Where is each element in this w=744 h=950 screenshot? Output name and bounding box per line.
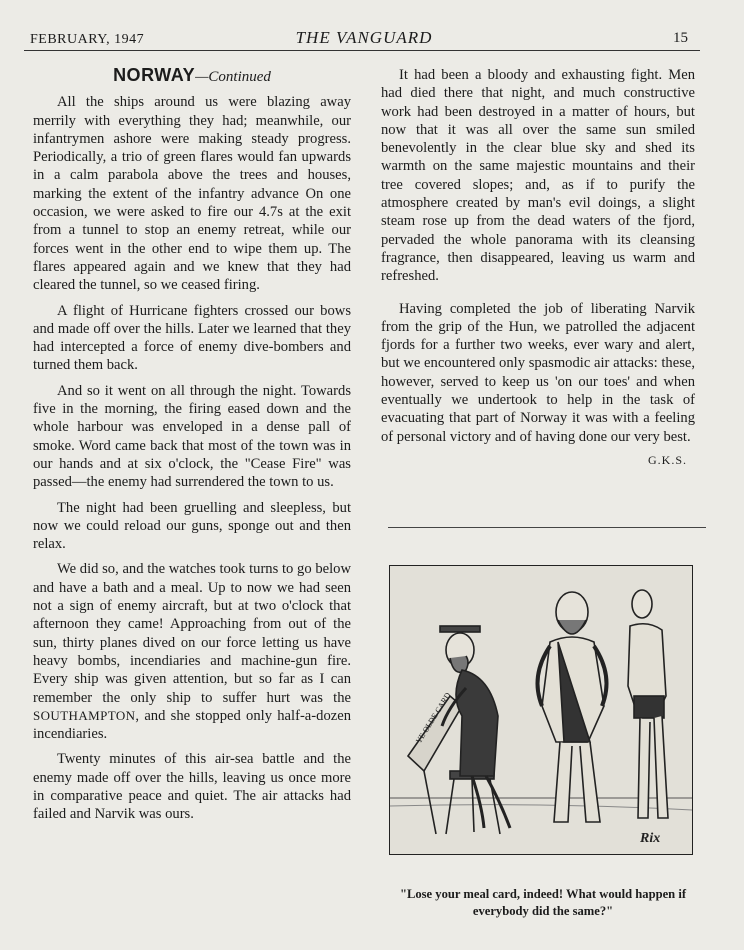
article-title (33, 66, 351, 86)
desk-leg (424, 771, 436, 834)
issue-date: FEBRUARY, 1947 (30, 32, 145, 47)
standing-figure-center (538, 592, 607, 822)
figure-beard (558, 620, 586, 634)
paragraph-text: We did so, and the watches took turns to go below and have a bath and a meal. Up to now we had seen not a sign of enemy aircraft, but at two o'clock that afternoon they came! Approaching from out of the sun, thirty planes dived on our force letting us have heavy bombs, incendiaries and machine-gun fire. Every ship was given attention, but so far as I can remember the only ship to suffer hurt was the (33, 561, 351, 706)
publication-title: THE VANGUARD (295, 28, 433, 47)
figure-head (632, 590, 652, 618)
figure-leg (638, 718, 650, 818)
header-rule (24, 50, 700, 51)
paragraph (33, 560, 351, 743)
figure-leg (554, 742, 572, 822)
cartoon-caption: "Lose your meal card, indeed! What would happen if everybody did the same?" (399, 887, 687, 918)
paragraph: Having completed the job of liberating Narvik from the grip of the Hun, we patrolled the adjacent fjords for a further two weeks, ever wary and alert, but we encountered only spasmodic air attacks: these, however, served to keep us 'on our toes' and when eventually we undertook to help in the task of evacuating that part of Norway it was with a feeling of personal victory and of having done our very best. (381, 300, 695, 445)
clerk-beard (450, 656, 468, 672)
article-title-main: NORWAY (113, 65, 196, 85)
stool-leg (472, 779, 474, 832)
article-title-suffix: —Continued (195, 69, 271, 85)
figure-leg (654, 716, 668, 818)
stool-leg (446, 779, 454, 834)
page-number: 15 (673, 30, 688, 46)
paragraph: The night had been gruelling and sleepless, but now we could reload our guns, sponge out and then relax. (33, 499, 351, 553)
author-signature: G.K.S. (647, 452, 687, 467)
page-header (24, 26, 704, 52)
column-divider (388, 527, 706, 528)
standing-figure-right (628, 590, 668, 818)
headband (440, 626, 480, 632)
cartoon-drawing (390, 566, 692, 854)
paragraph: All the ships around us were blazing away merrily with everything they had; meanwhile, our infantrymen ashore were making steady progress. Periodically, a trio of green flares would fan upwards in a calm parabola above the trees and houses, marking the extent of the infantry advance On one occasion, we were asked to fire our 4.7s at the exit from a tunnel to stop an enemy retreat, while our forces went in the other end to wipe them up. The flares appeared again and we knew that they had cleared the tunnel, so we ceased firing. (33, 94, 351, 294)
ship-name: SOUTHAMPTON (33, 707, 136, 723)
figure-shorts (634, 696, 664, 718)
left-column (33, 66, 351, 831)
right-column (381, 66, 695, 469)
figure-leg (580, 742, 600, 822)
paragraph-text: , and she stopped only half-a-dozen incendiaries. (33, 707, 351, 743)
clerk-robe (456, 670, 498, 776)
paragraph: It had been a bloody and exhausting fight. Men had died there that night, and much constructive work had been destroyed in a matter of hours, but now that it was all over the same sun smiled benevolently in the clear blue sky and shed its warmth on the same majestic mountains and their tree covered slopes; and, as if to purify the atmosphere created by man's evil doings, a slight steam rose up from the dead waters of the fjord, pervaded the whole panorama with its cleansing fragrance, then disappeared, leaving us warm and refreshed. (381, 67, 695, 285)
paragraph: And so it went on all through the night. Towards five in the morning, the firing eased down and the whole harbour was enveloped in a dense pall of smoke. Word came back that most of the town was in our hands and at six o'clock, the "Cease Fire" was passed—the enemy had surrendered the town to us. (33, 382, 351, 491)
paragraph: A flight of Hurricane fighters crossed our bows and made off over the hills. Later we learned that they had intercepted a force of enemy dive-bombers and turned them back. (33, 302, 351, 374)
artist-signature: Rix (640, 831, 661, 846)
cartoon-illustration (389, 565, 693, 855)
paragraph: Twenty minutes of this air-sea battle and the enemy made off over the hills, leaving us once more in comparative peace and quiet. The air attacks had failed and Narvik was ours. (33, 751, 351, 823)
ledger-label: YE OLDE CARD (414, 690, 453, 746)
